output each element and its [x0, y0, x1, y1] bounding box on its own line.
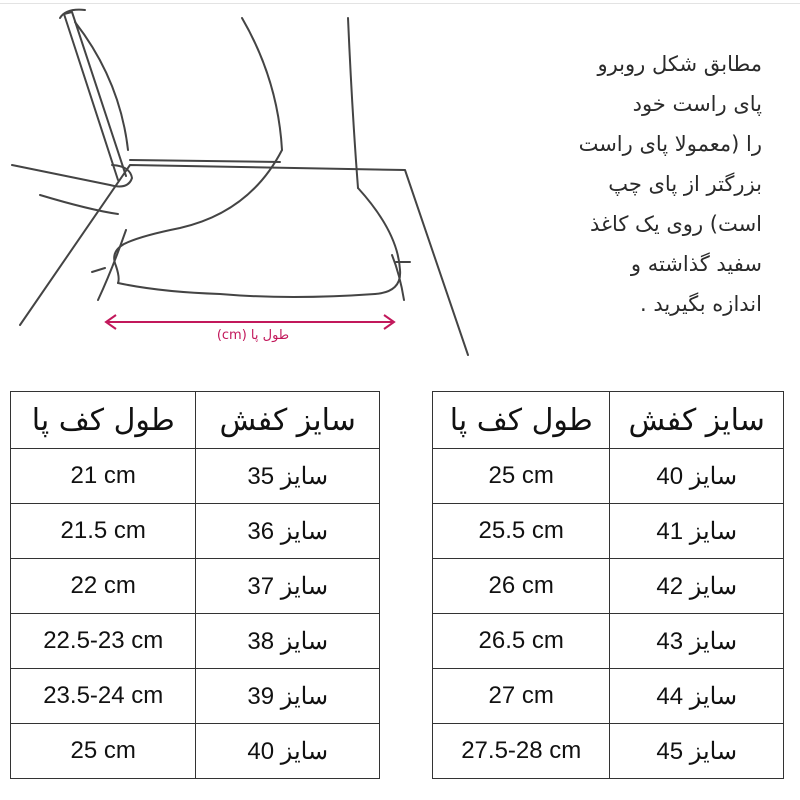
table-row	[433, 449, 784, 504]
table-row	[433, 669, 784, 724]
foot-length-cell: 26 cm	[433, 559, 610, 614]
shoe-size-cell: سایز 39	[196, 669, 380, 724]
shoe-size-cell: سایز 37	[196, 559, 380, 614]
foot-length-cell: 26.5 cm	[433, 614, 610, 669]
foot-length-cell: 22.5-23 cm	[11, 614, 196, 669]
instruction-line: است) روی یک کاغذ	[589, 212, 762, 236]
table-row	[11, 504, 380, 559]
foot-length-cell: 23.5-24 cm	[11, 669, 196, 724]
shoe-size-cell: سایز 35	[196, 449, 380, 504]
shoe-size-cell: سایز 36	[196, 504, 380, 559]
shoe-size-cell: سایز 42	[610, 559, 784, 614]
shoe-size-cell: سایز 40	[196, 724, 380, 779]
foot-length-cell: 27.5-28 cm	[433, 724, 610, 779]
size-table-left	[10, 391, 380, 779]
instruction-line: را (معمولا پای راست	[578, 132, 762, 156]
table-row	[11, 614, 380, 669]
instruction-line: بزرگتر از پای چپ	[608, 172, 762, 196]
foot-length-cell: 25 cm	[11, 724, 196, 779]
foot-length-cell: 21 cm	[11, 449, 196, 504]
instruction-line: سفید گذاشته و	[630, 252, 762, 276]
length-arrow	[106, 315, 394, 329]
table-row	[11, 724, 380, 779]
foot-length-header: طول کف پا	[433, 392, 610, 449]
foot-length-cell: 21.5 cm	[11, 504, 196, 559]
table-row	[433, 559, 784, 614]
table-row	[11, 669, 380, 724]
table-row	[433, 724, 784, 779]
foot-length-header: طول کف پا	[11, 392, 196, 449]
foot-length-cell: 25.5 cm	[433, 504, 610, 559]
table-row	[11, 449, 380, 504]
instruction-line: پای راست خود	[632, 92, 762, 116]
table-row	[433, 504, 784, 559]
foot-measurement-illustration	[0, 0, 480, 370]
instruction-line: مطابق شکل روبرو	[597, 52, 762, 76]
size-table-right	[432, 391, 784, 779]
shoe-size-cell: سایز 41	[610, 504, 784, 559]
instruction-line: اندازه بگیرید .	[640, 292, 762, 316]
table-row	[433, 614, 784, 669]
measurement-instructions	[462, 44, 762, 324]
shoe-size-header: سایز کفش	[196, 392, 380, 449]
foot-length-cell: 22 cm	[11, 559, 196, 614]
shoe-size-cell: سایز 44	[610, 669, 784, 724]
table-header-row	[433, 392, 784, 449]
table-header-row	[11, 392, 380, 449]
table-row	[11, 559, 380, 614]
shoe-size-cell: سایز 38	[196, 614, 380, 669]
foot-length-cell: 25 cm	[433, 449, 610, 504]
foot-on-paper-drawing	[0, 0, 480, 370]
shoe-size-cell: سایز 45	[610, 724, 784, 779]
shoe-size-header: سایز کفش	[610, 392, 784, 449]
shoe-size-cell: سایز 43	[610, 614, 784, 669]
foot-length-label: طول پا (cm)	[216, 328, 290, 343]
shoe-size-cell: سایز 40	[610, 449, 784, 504]
foot-length-cell: 27 cm	[433, 669, 610, 724]
